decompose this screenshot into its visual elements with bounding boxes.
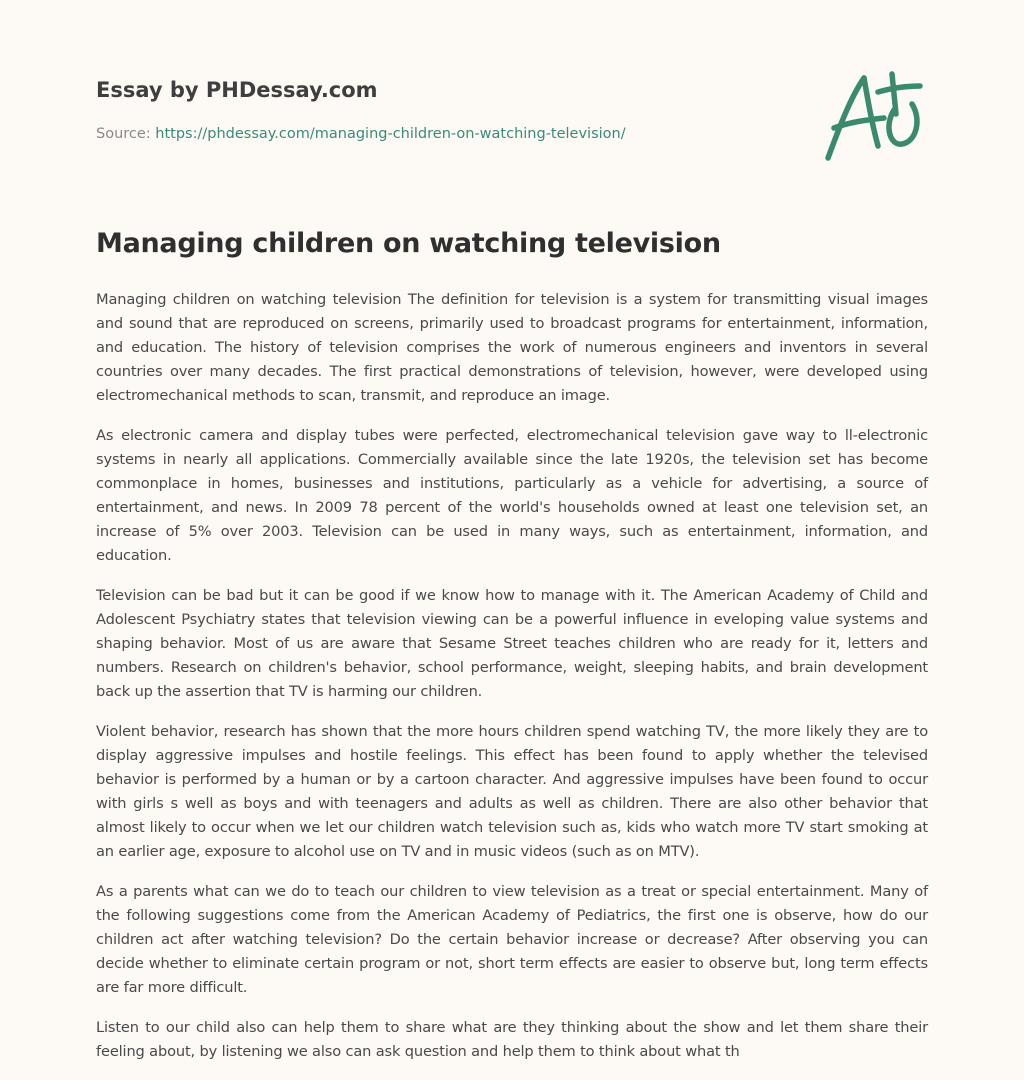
essay-paragraph: Managing children on watching television The definition for television is a system for transmitting visual images and sound that are reproduced on screens, primarily used to broadcast programs for entertainment, information, and education. The history of television comprises the work of numerous engineers and inventors in several countries over many decades. The first practical demonstrations of television, however, were developed using electromechanical methods to scan, transmit, and reproduce an image. [96,291,928,404]
source-link[interactable]: https://phdessay.com/managing-children-on-watching-television/ [155,126,626,142]
essay-title: Managing children on watching television [96,228,721,259]
page-header [96,74,796,144]
essay-paragraph: Listen to our child also can help them to share what are they thinking about the show and let them share their feeling about, by listening we also can ask question and help them to think about what th [96,1019,928,1060]
site-title: Essay by PHDessay.com [96,78,378,102]
source-label: Source: [96,126,156,142]
essay-paragraph: As electronic camera and display tubes were perfected, electromechanical television gave way to ll-electronic systems in nearly all applications. Commercially available since the late 1920s, the television set has become commonplace in homes, businesses and institutions, particularly as a vehicle for advertising, a source of entertainment, and news. In 2009 78 percent of the world's households owned at least one television set, an increase of 5% over 2003. Television can be used in many ways, such as entertainment, information, and education. [96,427,928,564]
essay-article [96,222,928,1080]
essay-paragraph: As a parents what can we do to teach our children to view television as a treat or special entertainment. Many of the following suggestions come from the American Academy of Pediatrics, the first one is observe, how do our children act after watching television? Do the certain behavior increase or decrease? After observing you can decide whether to eliminate certain program or not, short term effects are easier to observe but, long term effects are far more difficult. [96,883,928,996]
a-plus-grade-logo [820,66,930,166]
essay-paragraph: Television can be bad but it can be good if we know how to manage with it. The American Academy of Child and Adolescent Psychiatry states that television viewing can be a powerful influence in eveloping value systems and shaping behavior. Most of us are aware that Sesame Street teaches children who are ready for it, letters and numbers. Research on children's behavior, school performance, weight, sleeping habits, and brain development back up the assertion that TV is harming our children. [96,587,928,700]
essay-paragraph: Violent behavior, research has shown that the more hours children spend watching TV, the more likely they are to display aggressive impulses and hostile feelings. This effect has been found to apply whether the televised behavior is performed by a human or by a cartoon character. And aggressive impulses have been found to occur with girls s well as boys and with teenagers and adults as well as children. There are also other behavior that almost likely to occur when we let our children watch television such as, kids who watch more TV start smoking at an earlier age, exposure to alcohol use on TV and in music videos (such as on MTV). [96,723,928,860]
a-plus-logo-icon [820,66,930,166]
source-line [96,124,796,144]
